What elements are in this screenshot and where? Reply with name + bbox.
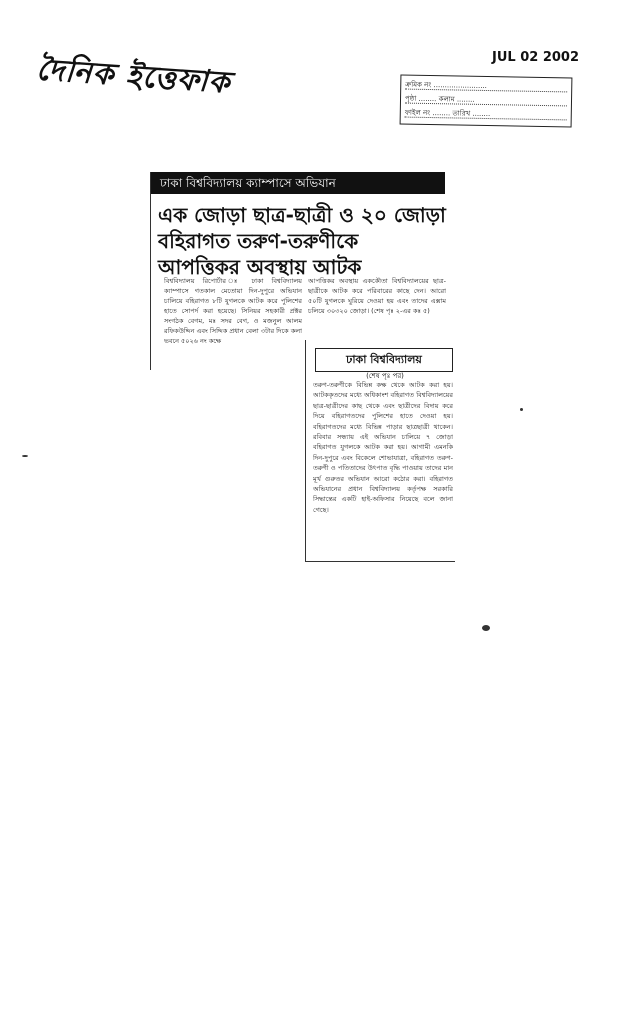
continuation-body: তরুণ-তরুণীকে বিভিন্ন কক্ষ থেকে আটক করা হয়। আটককৃতদের মধ্যে অধিকাংশ বহিরাগত বিশ্ববিদ্যালয়ের ছাত্র-ছাত্রীদের কাছ থেকে এবং ছাত্রীদের বিদায় করে দিয়ে বহিরাগতদের পুলিশের হাতে দেওয়া হয়। বহিরাগতদের মধ্যে বিভিন্ন পাড়ার ছাত্রছাত্রী থাকেন। রবিবার সন্ধ্যায় এই অভিযান চালিয়ে ৭ জোড়া বহিরাগত যুগলকে আটক করা হয়। আগামী এমনকি দিন-দুপুরে এবং বিকেলে শোভাযাত্রা, বহিরাগত তরুণ-তরুণী ও পতিতাদের উৎপাত বৃদ্ধি পাওয়ায় তাদের মান মূর্খ গুরুতর অভিযান আরো কঠোর করা। বহিরাগত অভিযানের প্রধান বিশ্ববিদ্যালয় কর্তৃপক্ষ সরকারি সিদ্ধান্তের একটি হাই-অফিসার নিয়েছে বলে জানা গেছে। xyxy=(313,381,453,514)
register-stamp xyxy=(400,75,573,128)
newspaper-masthead: দৈনিক ইত্তেফাক xyxy=(35,52,232,101)
article-column-1: বিশ্ববিদ্যালয় রিপোর্টার ঃ ঢাকা বিশ্ববিদ্যালয় ক্যাম্পাসে গতকাল মেতোয়া দিন-দুপুরে অভিযান চালিয়ে বহিরাগত ৮টি যুগলকে আটক করে পুলিশের হাতে সোপর্দ করা হয়েছে। সিনিয়র সহকারী প্রক্টর সংগঠক বেগম, মঃ সদর বেগ, ও মজনুল আলম রফিকউদ্দিন এবং সিদ্দিক প্রধান বেলা ৩টার দিকে কলা ভবনে ৫০২৬ নং কক্ষে xyxy=(164,277,302,345)
continuation-clipping xyxy=(305,340,457,562)
stamp-row-file: ফাইল নং ........ তারিখ ........ xyxy=(405,107,567,121)
scan-speck xyxy=(520,408,523,411)
date-stamp: JUL 02 2002 xyxy=(492,50,580,65)
headline-line-1: এক জোড়া ছাত্র-ছাত্রী ও ২০ জোড়া xyxy=(158,203,446,227)
scan-speck xyxy=(22,455,28,457)
clip-border-left xyxy=(150,172,151,370)
stamp-row-page: পৃষ্ঠা ........ কলাম ........ xyxy=(405,93,567,107)
article-kicker: ঢাকা বিশ্ববিদ্যালয় ক্যাম্পাসে অভিযান xyxy=(150,172,445,194)
continuation-ref: (শেষ পৃঃ পর) xyxy=(366,372,404,380)
stamp-row-serial: ক্রমিক নং ........................ xyxy=(405,79,567,93)
scan-speck xyxy=(482,625,490,631)
clip2-border-bottom xyxy=(305,561,455,562)
headline-line-3: আপত্তিকর অবস্থায় আটক xyxy=(158,255,362,279)
headline-line-2: বহিরাগত তরুণ-তরুণীকে xyxy=(158,229,359,253)
article-headline xyxy=(158,202,448,280)
article-column-2: আপত্তিকর অবস্থায় এককৌতা বিশ্ববিদ্যালয়ের ছাত্র-ছাত্রীকে আটক করে পরিবারের কাছে দেন। আরো ৫০টি যুগলকে ঘুরিয়ে দেওয়া হয় এবং তাদের এক্সাম চলিয়ে ৩০৩২০ জোড়া। (শেষ পৃঃ ২-এর কঃ ৫) xyxy=(308,277,446,315)
clip2-border-left xyxy=(305,340,306,562)
continuation-heading: ঢাকা বিশ্ববিদ্যালয় xyxy=(315,348,453,372)
